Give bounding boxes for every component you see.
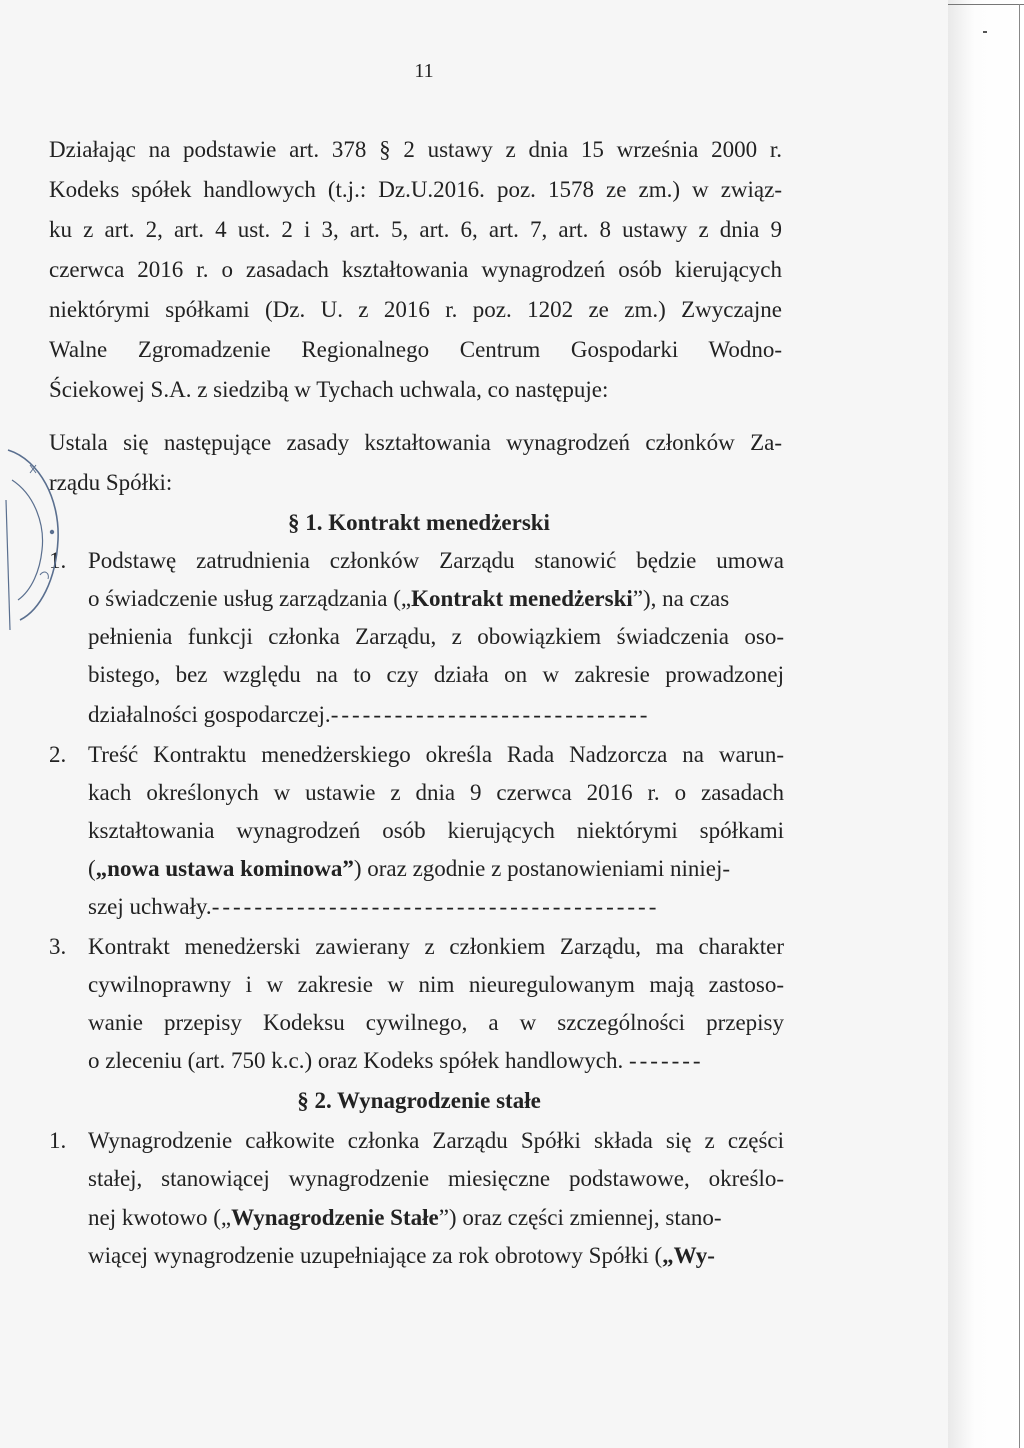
s1-item-1-line-4: bistego, bez względu na to czy działa on w zakresie prowadzonej <box>88 662 784 687</box>
s1-item-3-line-4: o zleceniu (art. 750 k.c.) oraz Kodeks spółek handlowych. ------- <box>88 1048 704 1073</box>
intro-line-1: Ustala się następujące zasady kształtowania wynagrodzeń członków Za- <box>49 430 782 455</box>
section-2-heading: § 2. Wynagrodzenie stałe <box>297 1088 541 1113</box>
preamble-line-6: Walne Zgromadzenie Regionalnego Centrum Gospodarki Wodno- <box>49 337 782 362</box>
page-edge-line-right <box>1019 4 1020 1448</box>
s1-item-3-line-2: cywilnoprawny i w zakresie w nim nieuregulowanym mają zastoso- <box>88 972 784 997</box>
s2-item-1-number: 1. <box>49 1128 67 1153</box>
preamble-line-1: Działając na podstawie art. 378 § 2 ustawy z dnia 15 września 2000 r. <box>49 137 782 162</box>
preamble-line-7: Ściekowej S.A. z siedzibą w Tychach uchwala, co następuje: <box>49 377 609 402</box>
preamble-line-3: ku z art. 2, art. 4 ust. 2 i 3, art. 5, art. 6, art. 7, art. 8 ustawy z dnia 9 <box>49 217 782 242</box>
s2-item-1-line-2: stałej, stanowiącej wynagrodzenie miesięczne podstawowe, określo- <box>88 1166 784 1191</box>
filler-dashes: ------- <box>628 1048 704 1073</box>
s1-item-1-line-3: pełnienia funkcji członka Zarządu, z obowiązkiem świadczenia oso- <box>88 624 784 649</box>
s1-item-1-number: 1. <box>49 548 67 573</box>
term-kontrakt-menedzerski: Kontrakt menedżerski <box>411 586 633 611</box>
preamble-line-4: czerwca 2016 r. o zasadach kształtowania wynagrodzeń osób kierujących <box>49 257 782 282</box>
filler-dashes: ------------------------------ <box>330 702 651 727</box>
s1-item-2-number: 2. <box>49 742 67 767</box>
s1-item-2-line-2: kach określonych w ustawie z dnia 9 czerwca 2016 r. o zasadach <box>88 780 784 805</box>
s1-item-3-number: 3. <box>49 934 67 959</box>
stamp-mark <box>0 440 70 640</box>
s1-item-2-line-4: („nowa ustawa kominowa”) oraz zgodnie z postanowieniami niniej- <box>88 856 731 881</box>
s1-item-3-line-1: Kontrakt menedżerski zawierany z członkiem Zarządu, ma charakter <box>88 934 784 959</box>
s1-item-1-line-2: o świadczenie usług zarządzania („Kontrakt menedżerski”), na czas <box>88 586 730 611</box>
page-edge-mark <box>983 31 987 33</box>
s1-item-2-line-3: kształtowania wynagrodzeń osób kierujących niektórymi spółkami <box>88 818 784 843</box>
s1-item-1-line-1: Podstawę zatrudnienia członków Zarządu stanowić będzie umowa <box>88 548 784 573</box>
s1-item-1-line-5: działalności gospodarczej.------------------------------ <box>88 702 651 727</box>
intro-line-2: rządu Spółki: <box>49 470 173 495</box>
s1-item-3-line-3: wanie przepisy Kodeksu cywilnego, a w szczególności przepisy <box>88 1010 784 1035</box>
term-nowa-ustawa-kominowa: „nowa ustawa kominowa” <box>95 856 354 881</box>
page-edge-background <box>948 0 1024 1448</box>
s1-item-2-line-1: Treść Kontraktu menedżerskiego określa Rada Nadzorcza na warun- <box>88 742 784 767</box>
preamble-line-2: Kodeks spółek handlowych (t.j.: Dz.U.2016. poz. 1578 ze zm.) w związ- <box>49 177 782 202</box>
filler-dashes: ------------------------------------------ <box>211 894 660 919</box>
section-1-heading: § 1. Kontrakt menedżerski <box>288 510 550 535</box>
s2-item-1-line-1: Wynagrodzenie całkowite członka Zarządu Spółki składa się z części <box>88 1128 784 1153</box>
s2-item-1-line-3: nej kwotowo („Wynagrodzenie Stałe”) oraz części zmiennej, stano- <box>88 1205 722 1230</box>
page-number: 11 <box>414 60 434 82</box>
term-wynagrodzenie-stale: Wynagrodzenie Stałe <box>231 1205 439 1230</box>
preamble-line-5: niektórymi spółkami (Dz. U. z 2016 r. poz. 1202 ze zm.) Zwyczajne <box>49 297 782 322</box>
s2-item-1-line-4: wiącej wynagrodzenie uzupełniające za rok obrotowy Spółki („Wy- <box>88 1243 715 1268</box>
s1-item-2-line-5: szej uchwały.------------------------------------------ <box>88 894 660 919</box>
page-edge-line-top <box>948 4 1024 5</box>
